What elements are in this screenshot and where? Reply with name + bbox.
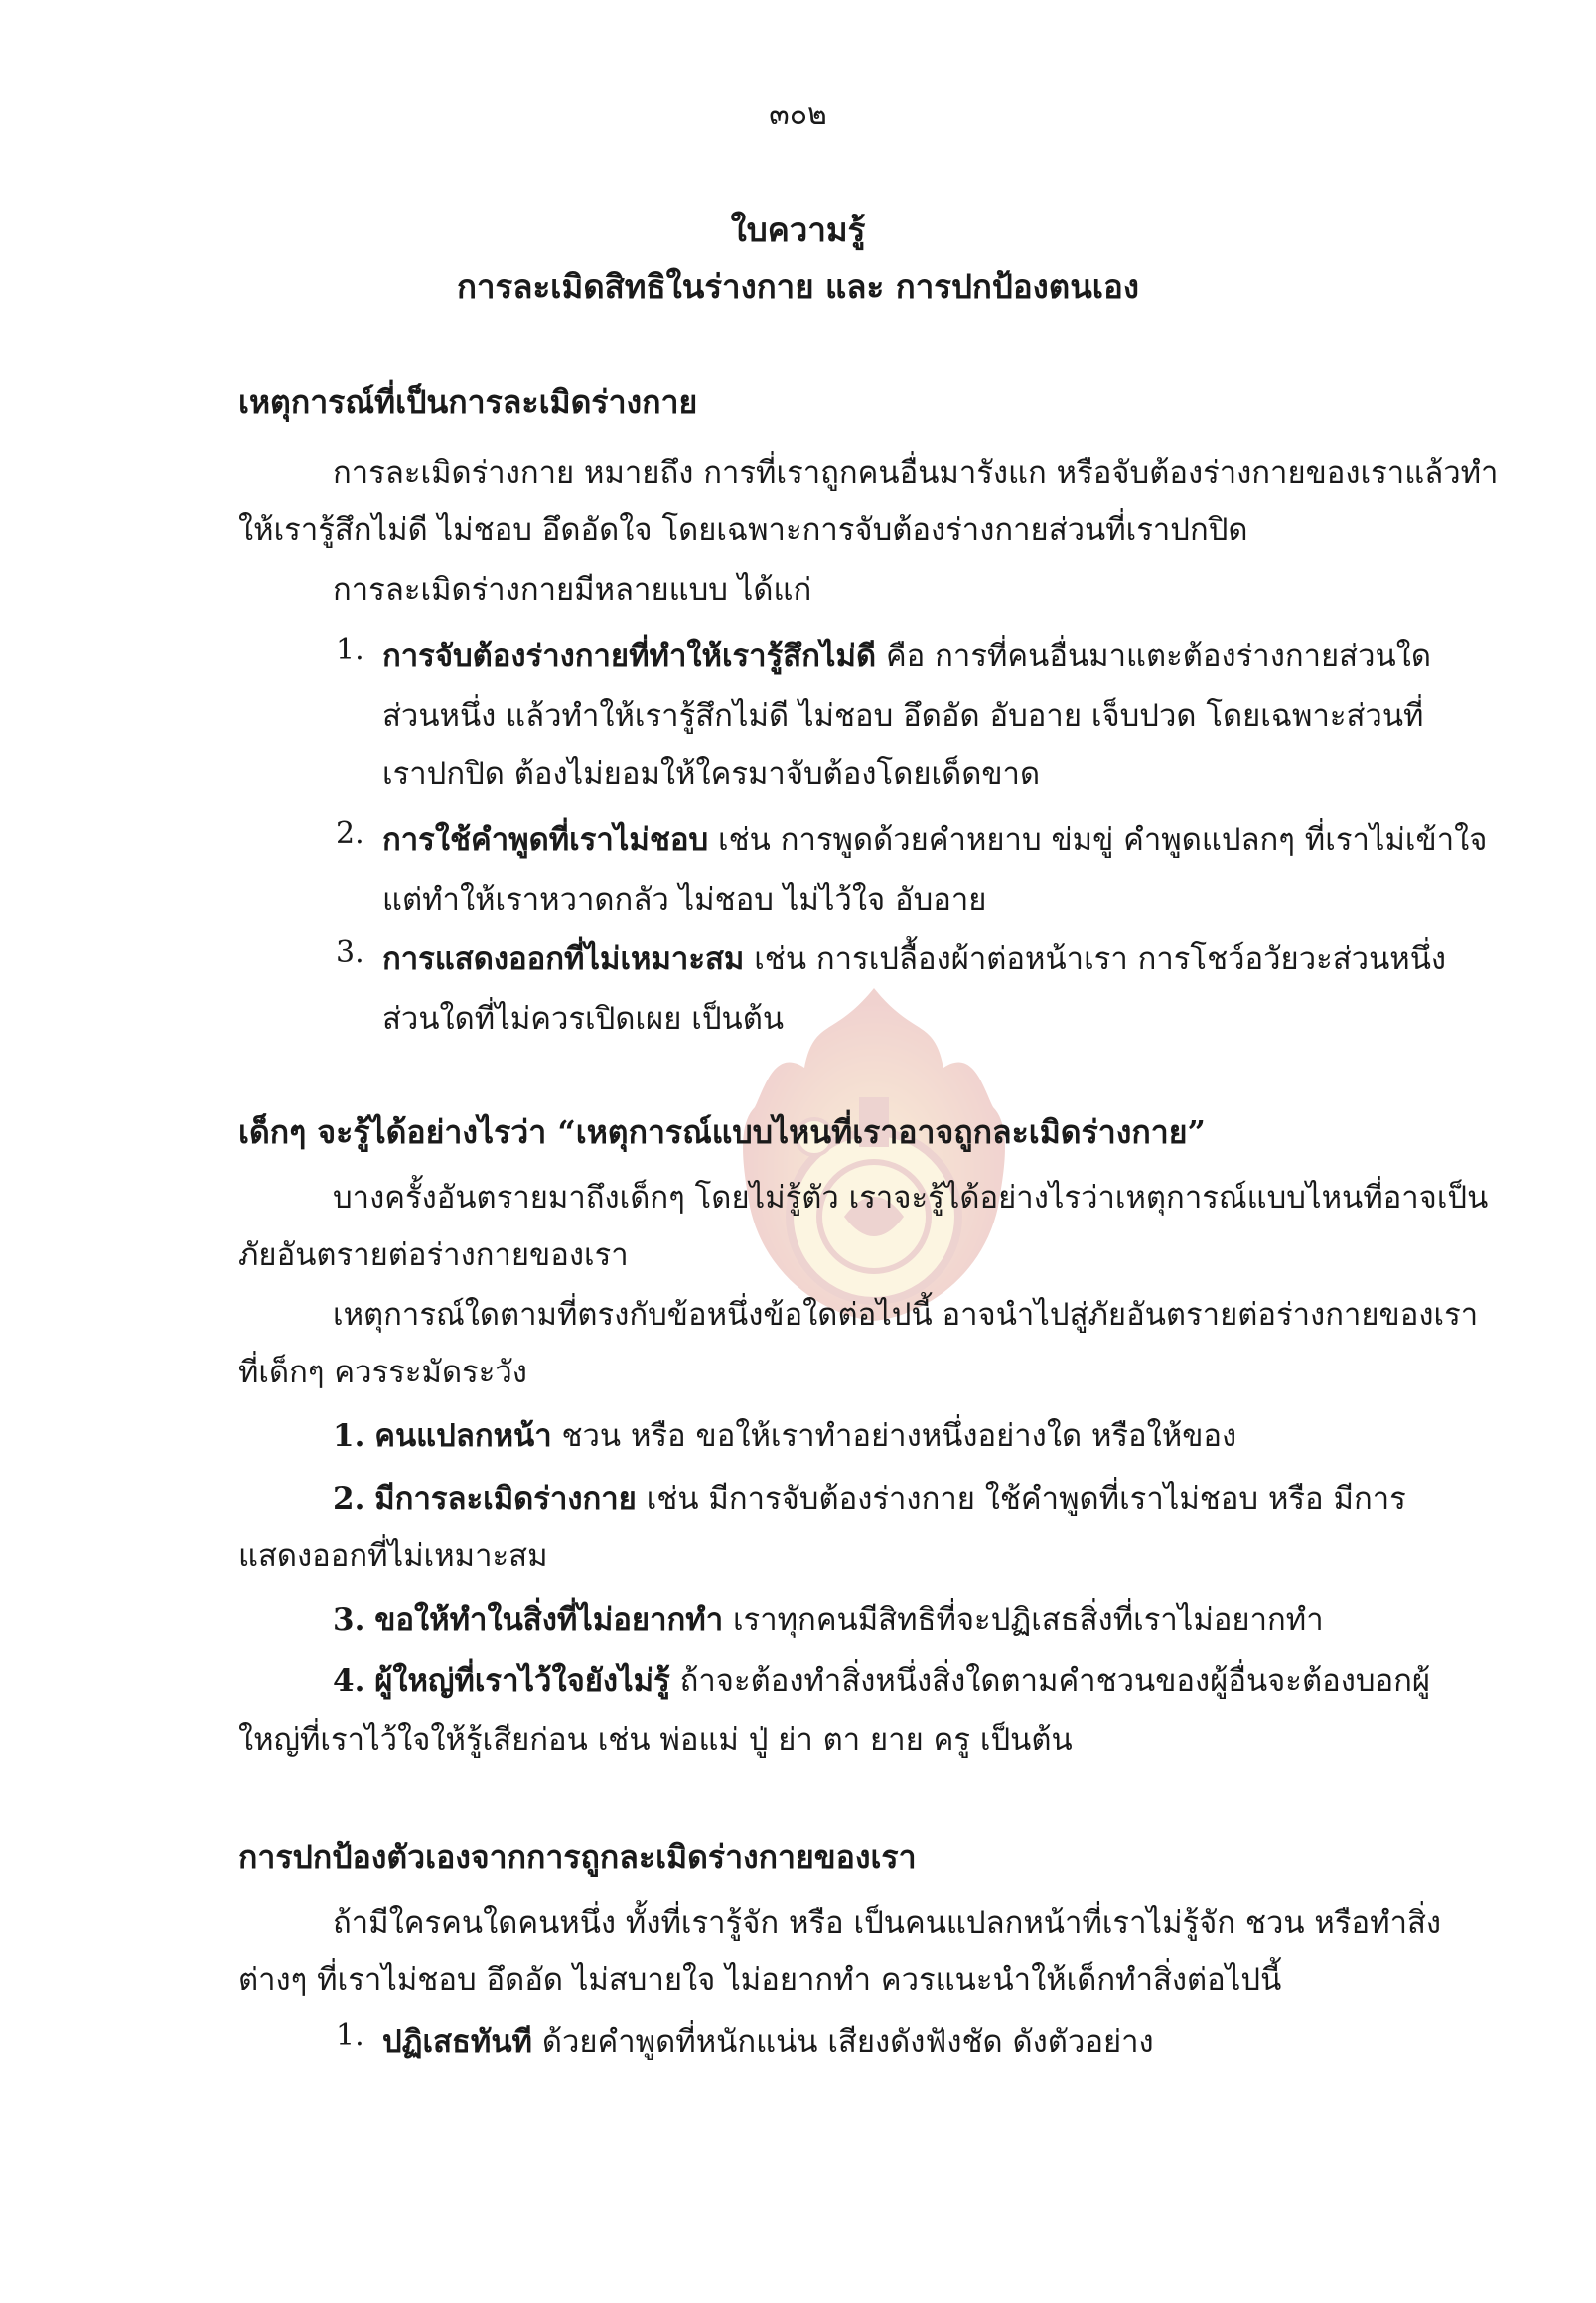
list-item-line: เราปกปิด ต้องไม่ยอมให้ใครมาจับต้องโดยเด็ดขาด bbox=[382, 756, 1041, 792]
list-item-bold: การแสดงออกที่ไม่เหมาะสม bbox=[382, 941, 745, 977]
list-number: 2. bbox=[336, 816, 364, 851]
paragraph-line: ที่เด็กๆ ควรระมัดระวัง bbox=[238, 1355, 527, 1390]
paragraph-line: บางครั้งอันตรายมาถึงเด็กๆ โดยไม่รู้ตัว เราจะรู้ได้อย่างไรว่าเหตุการณ์แบบไหนที่อาจเป็น bbox=[333, 1180, 1489, 1216]
list-item bbox=[382, 631, 1431, 680]
paragraph-line: การละเมิดร่างกายมีหลายแบบ ได้แก่ bbox=[333, 572, 812, 608]
list-item bbox=[382, 814, 1487, 864]
paragraph-line: ภัยอันตรายต่อร่างกายของเรา bbox=[238, 1237, 629, 1273]
list-item-text: เราทุกคนมีสิทธิที่จะปฏิเสธสิ่งที่เราไม่อยากทำ bbox=[723, 1602, 1324, 1638]
list-item bbox=[333, 1594, 1324, 1644]
list-item-text: ด้วยคำพูดที่หนักแน่น เสียงดังฟังชัด ดังตัวอย่าง bbox=[532, 2024, 1154, 2060]
list-item bbox=[333, 1410, 1236, 1460]
page-subtitle: การละเมิดสิทธิในร่างกาย และ การปกป้องตนเอง bbox=[456, 267, 1139, 306]
paragraph-line: ถ้ามีใครคนใดคนหนึ่ง ทั้งที่เรารู้จัก หรือ เป็นคนแปลกหน้าที่เราไม่รู้จัก ชวน หรือทำสิ่ง bbox=[333, 1905, 1442, 1941]
list-item-bold: การใช้คำพูดที่เราไม่ชอบ bbox=[382, 822, 709, 858]
list-item-text: คือ การที่คนอื่นมาแตะต้องร่างกายส่วนใด bbox=[876, 639, 1431, 674]
paragraph-line: เหตุการณ์ใดตามที่ตรงกับข้อหนึ่งข้อใดต่อไปนี้ อาจนำไปสู่ภัยอันตรายต่อร่างกายของเรา bbox=[333, 1297, 1479, 1333]
list-number: 3. bbox=[336, 936, 364, 970]
list-number: 1. bbox=[336, 2018, 364, 2053]
paragraph-line: การละเมิดร่างกาย หมายถึง การที่เราถูกคนอื่นมารังแก หรือจับต้องร่างกายของเราแล้วทำ bbox=[333, 455, 1499, 491]
section-heading: การปกป้องตัวเองจากการถูกละเมิดร่างกายของเรา bbox=[238, 1838, 917, 1876]
section-heading: เด็กๆ จะรู้ได้อย่างไรว่า “เหตุการณ์แบบไหนที่เราอาจถูกละเมิดร่างกาย” bbox=[238, 1113, 1206, 1151]
list-item bbox=[333, 1473, 1406, 1522]
list-item-bold: มีการละเมิดร่างกาย bbox=[374, 1481, 637, 1516]
page-title: ใบความรู้ bbox=[730, 211, 866, 249]
list-item-bold: ปฏิเสธทันที bbox=[382, 2024, 532, 2060]
list-item bbox=[382, 934, 1446, 983]
page-number: ๓๐๒ bbox=[769, 97, 827, 132]
list-item-line: แต่ทำให้เราหวาดกลัว ไม่ชอบ ไม่ไว้ใจ อับอาย bbox=[382, 882, 987, 918]
paragraph-line: ให้เรารู้สึกไม่ดี ไม่ชอบ อึดอัดใจ โดยเฉพาะการจับต้องร่างกายส่วนที่เราปกปิด bbox=[238, 512, 1248, 548]
list-item-line: ใหญ่ที่เราไว้ใจให้รู้เสียก่อน เช่น พ่อแม่ ปู่ ย่า ตา ยาย ครู เป็นต้น bbox=[238, 1722, 1073, 1758]
paragraph-line: ต่างๆ ที่เราไม่ชอบ อึดอัด ไม่สบายใจ ไม่อยากทำ ควรแนะนำให้เด็กทำสิ่งต่อไปนี้ bbox=[238, 1962, 1282, 1998]
list-item-number: 4. bbox=[333, 1663, 365, 1699]
list-item-line: แสดงออกที่ไม่เหมาะสม bbox=[238, 1538, 548, 1574]
list-item-line: ส่วนใดที่ไม่ควรเปิดเผย เป็นต้น bbox=[382, 1001, 785, 1037]
list-item-bold: คนแปลกหน้า bbox=[374, 1418, 552, 1454]
list-item-bold: ขอให้ทำในสิ่งที่ไม่อยากทำ bbox=[374, 1602, 724, 1638]
list-item-text: เช่น มีการจับต้องร่างกาย ใช้คำพูดที่เราไม่ชอบ หรือ มีการ bbox=[636, 1481, 1406, 1516]
list-item-line: ส่วนหนึ่ง แล้วทำให้เรารู้สึกไม่ดี ไม่ชอบ อึดอัด อับอาย เจ็บปวด โดยเฉพาะส่วนที่ bbox=[382, 698, 1424, 734]
list-number: 1. bbox=[336, 633, 364, 667]
section-heading: เหตุการณ์ที่เป็นการละเมิดร่างกาย bbox=[238, 383, 698, 421]
list-item-text: เช่น การพูดด้วยคำหยาบ ข่มขู่ คำพูดแปลกๆ ที่เราไม่เข้าใจ bbox=[708, 822, 1488, 858]
list-item-bold: ผู้ใหญ่ที่เราไว้ใจยังไม่รู้ bbox=[374, 1663, 670, 1699]
list-item-text: ถ้าจะต้องทำสิ่งหนึ่งสิ่งใดตามคำชวนของผู้อื่นจะต้องบอกผู้ bbox=[669, 1663, 1431, 1699]
list-item-number: 3. bbox=[333, 1602, 365, 1638]
list-item-text: ชวน หรือ ขอให้เราทำอย่างหนึ่งอย่างใด หรือให้ของ bbox=[551, 1418, 1237, 1454]
list-item-bold: การจับต้องร่างกายที่ทำให้เรารู้สึกไม่ดี bbox=[382, 639, 877, 674]
list-item-text: เช่น การเปลื้องผ้าต่อหน้าเรา การโชว์อวัยวะส่วนหนึ่ง bbox=[744, 941, 1447, 977]
list-item bbox=[333, 1655, 1430, 1705]
list-item-number: 2. bbox=[333, 1481, 365, 1516]
list-item bbox=[382, 2016, 1154, 2066]
list-item-number: 1. bbox=[333, 1418, 365, 1454]
